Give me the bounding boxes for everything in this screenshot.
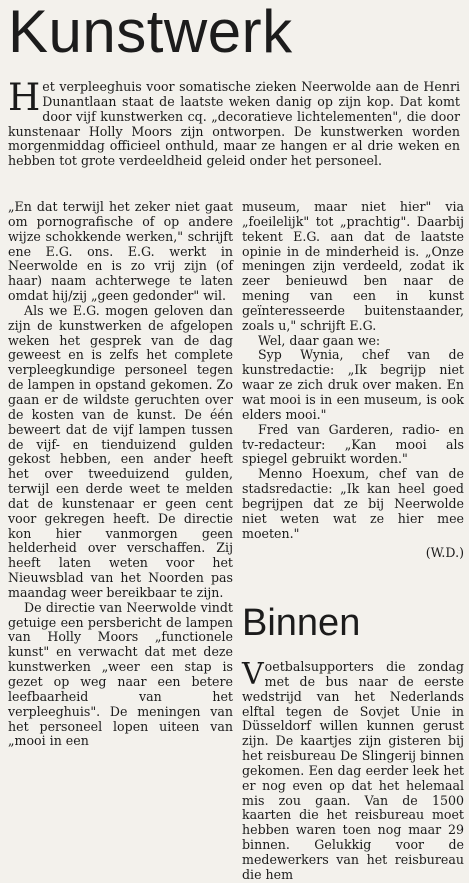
col1-paragraph-3: De directie van Neerwolde vindt getuige een persbericht de lampen van Holly Moors „functionele kunst" en verwacht dat met deze kunstwerken „weer een stap is gezet op weg naar een betere leefbaarheid van het verpleeghuis". De meningen van het personeel lopen uiteen van „mooi in een: [8, 599, 233, 749]
headline: Kunstwerk: [8, 0, 293, 65]
subheadline: Binnen: [242, 602, 361, 644]
col2-paragraph-4: Fred van Garderen, radio- en tv-redacteur: „Kan mooi als spiegel gebruikt worden.": [242, 421, 464, 467]
col1-paragraph-1: „En dat terwijl het zeker niet gaat om pornografische of op andere wijze schokkende werken," schrijft ene E.G. ons. E.G. werkt in Neerwolde en is zo vrij zijn (of haar) naam achterwege te laten omdat hij/zij „geen gedonder" wil.: [8, 199, 233, 304]
col2-paragraph-1: museum, maar niet hier" via „foeilelijk" tot „prachtig". Daarbij tekent E.G. aan dat de laatste opinie in de minderheid is. „Onze meningen zijn verdeeld, zodat ik zeer benieuwd ben naar de mening van een in kunst geïnteresseerde buitenstaander, zoals u," schrijft E.G.: [242, 199, 464, 333]
col2-paragraph-2: Wel, daar gaan we:: [258, 332, 381, 348]
lead-paragraph: [8, 76, 460, 169]
lead-text: et verpleeghuis voor somatische zieken Neerwolde aan de Henri Dunantlaan staat de laatste weken danig op zijn kop. Dat komt door vijf kunstwerken cq. „decoratieve lichtelementen", die door kunstenaar Holly Moors zijn ontworpen. De kunstwerken worden morgenmiddag officieel onthuld, maar ze hangen er al drie weken en hebben tot grote verdeeldheid geleid onder het personeel.: [8, 79, 460, 169]
lead-dropcap: H: [8, 76, 41, 119]
col3-dropcap: V: [242, 657, 264, 692]
col3-text: oetbalsupporters die zondag met de bus naar de eerste wedstrijd van het Nederlands elftal tegen de Sovjet Unie in Düsseldorf willen kunnen gerust zijn. De kaartjes zijn gisteren bij het reisbureau De Slingerij binnen gekomen. Een dag eerder leek het er nog even op dat het helemaal mis zou gaan. Van de 1500 kaarten die het reisbureau moet hebben waren toen nog maar 29 binnen. Gelukkig voor de medewerkers van het reisbureau die hem: [242, 659, 464, 882]
signature: (W.D.): [425, 545, 464, 561]
col1-paragraph-2: Als we E.G. mogen geloven dan zijn de kunstwerken de afgelopen weken het gesprek van de dag geweest en is zelfs het complete verpleegkundige personeel tegen de lampen in opstand gekomen. Zo gaan er de wildste geruchten over de kosten van de kunst. De één beweert dat de vijf lampen tussen de vijf- en tienduizend gulden gekost hebben, een ander heeft het over tweeduizend gulden, terwijl een derde weet te melden dat de kunstenaar er geen cent voor gekregen heeft. De directie kon hier vanmorgen geen helderheid over verschaffen. Zij heeft laten weten voor het Nieuwsblad van het Noorden pas maandag weer bereikbaar te zijn.: [8, 302, 233, 600]
col2-paragraph-3: Syp Wynia, chef van de kunstredactie: „Ik begrijp niet waar ze zich druk over maken. En wat mooi is in een museum, is ook elders mooi.": [242, 347, 464, 422]
column-1: [8, 200, 233, 749]
col2-paragraph-5: Menno Hoexum, chef van de stadsredactie: „Ik kan heel goed begrijpen dat ze bij Neerwolde niet weten wat ze hier mee moeten.": [242, 466, 464, 541]
column-2: [242, 200, 464, 561]
column-3: [242, 657, 464, 883]
